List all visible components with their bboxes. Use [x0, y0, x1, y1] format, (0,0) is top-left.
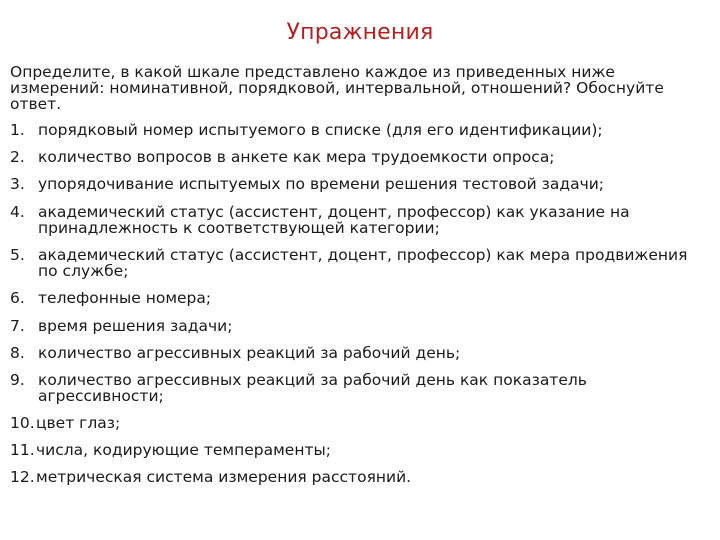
- item-text: академический статус (ассистент, доцент, профессор) как мера продвижения по службе;: [38, 246, 688, 280]
- item-number: 11.: [10, 441, 35, 459]
- item-text: метрическая система измерения расстояний.: [36, 468, 412, 486]
- item-number: 6.: [10, 289, 25, 307]
- task-instructions: Определите, в какой шкале представлено каждое из приведенных ниже измерений: номинативной, порядковой, интервальной, отношений? Обоснуйте ответ.: [10, 63, 664, 113]
- item-text: количество агрессивных реакций за рабочий день как показатель агрессивности;: [38, 371, 587, 405]
- slide-title: Упражнения: [286, 20, 434, 45]
- item-number: 10.: [10, 414, 35, 432]
- item-number: 1.: [10, 121, 25, 139]
- item-text: академический статус (ассистент, доцент, профессор) как указание на принадлежность к соответствующей категории;: [38, 203, 630, 237]
- item-text: упорядочивание испытуемых по времени решения тестовой задачи;: [38, 175, 605, 193]
- item-text: порядковый номер испытуемого в списке (для его идентификации);: [38, 121, 603, 139]
- item-number: 2.: [10, 148, 25, 166]
- item-text: количество вопросов в анкете как мера трудоемкости опроса;: [38, 148, 555, 166]
- item-number: 8.: [10, 344, 25, 362]
- item-number: 9.: [10, 371, 25, 389]
- item-number: 4.: [10, 203, 25, 221]
- item-number: 7.: [10, 317, 25, 335]
- item-number: 5.: [10, 246, 25, 264]
- item-text: телефонные номера;: [38, 289, 212, 307]
- item-number: 12.: [10, 468, 35, 486]
- item-text: количество агрессивных реакций за рабочий день;: [38, 344, 461, 362]
- item-text: время решения задачи;: [38, 317, 233, 335]
- item-number: 3.: [10, 175, 25, 193]
- item-text: числа, кодирующие темпераменты;: [36, 441, 331, 459]
- item-text: цвет глаз;: [36, 414, 121, 432]
